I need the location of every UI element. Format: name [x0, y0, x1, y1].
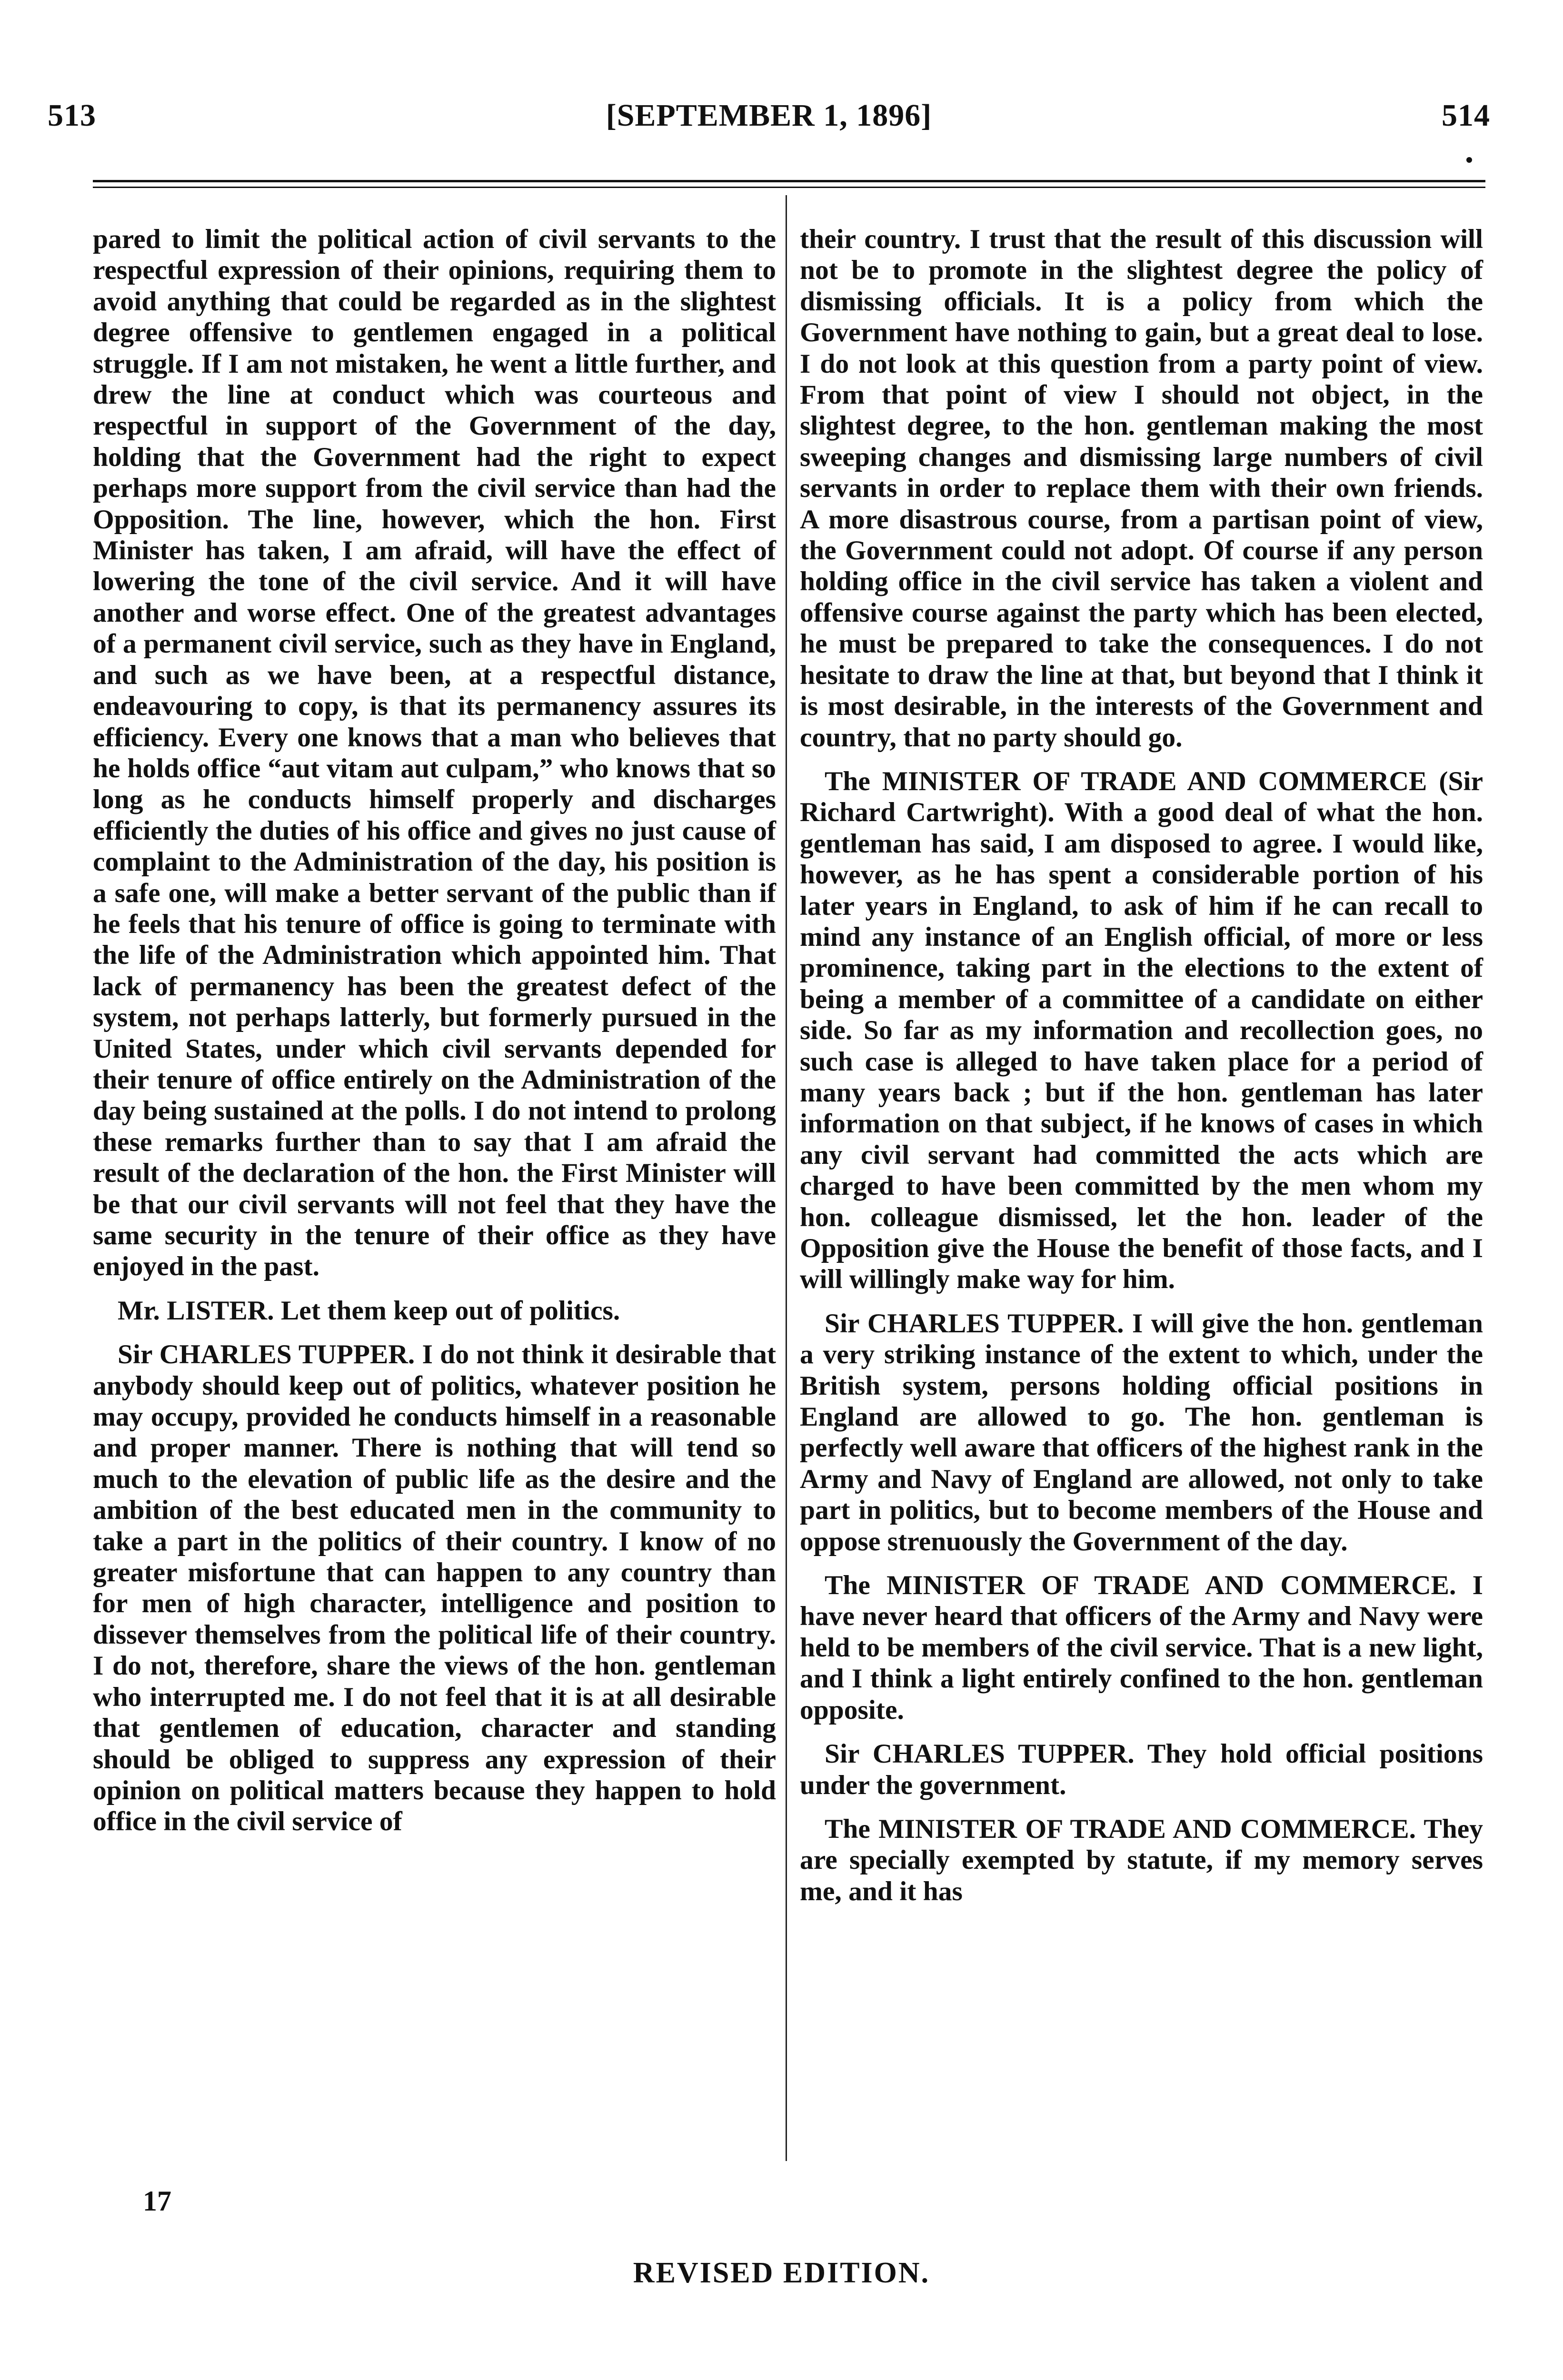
right-paragraph-2: The MINISTER OF TRADE AND COMMERCE (Sir Richard Cartwright). With a good deal of what the hon. gentleman has said, I am disposed to agree. I would like, however, as he has spent a considerable portion of his later years in England, to ask of him if he can recall to mind any instance of an English official, of more or less prominence, taking part in the elections to the extent of being a member of a committee of a candidate on either side. So far as my information and recollection goes, no such case is alleged to have taken place for a period of many years back ; but if the hon. gentleman has later information on that subject, if he knows of cases in which any civil servant had committed the acts which are charged to have been committed by the men whom my hon. colleague dismissed, let the hon. leader of the Opposition give the House the benefit of those facts, and I will willingly make way for him.: [800, 766, 1483, 1295]
edition-footer: REVISED EDITION.: [633, 2257, 930, 2289]
left-column: [93, 224, 776, 1850]
page-header: [48, 98, 1490, 140]
left-paragraph-2: Mr. LISTER. Let them keep out of politics.: [118, 1295, 620, 1326]
printer-signature-mark: 17: [143, 2185, 171, 2217]
right-page-number: 514: [1442, 98, 1490, 133]
header-rule-thick: [93, 180, 1485, 182]
header-rule-thin: [93, 187, 1485, 188]
right-paragraph-5: Sir CHARLES TUPPER. They hold official positions under the government.: [800, 1739, 1483, 1800]
left-page-number: 513: [48, 98, 96, 133]
left-paragraph-3: Sir CHARLES TUPPER. I do not think it desirable that anybody should keep out of politics, whatever position he may occupy, provided he conducts himself in a reasonable and proper manner. There is nothing that will tend so much to the elevation of public life as the desire and the ambition of the best educated men in the community to take a part in the politics of their country. I know of no greater misfortune that can happen to any country than for men of high character, intelligence and position to dissever themselves from the political life of their country. I do not, therefore, share the views of the hon. gentleman who interrupted me. I do not feel that it is at all desirable that gentlemen of education, character and standing should be obliged to suppress any expression of their opinion on political matters because they happen to hold office in the civil service of: [93, 1339, 776, 1837]
left-paragraph-1: pared to limit the political action of civil servants to the respectful expression of their opinions, requiring them to avoid anything that could be regarded as in the slightest degree offensive to gentlemen engaged in a political struggle. If I am not mistaken, he went a little further, and drew the line at conduct which was courteous and respectful in support of the Government of the day, holding that the Government had the right to expect perhaps more support from the civil service than had the Opposition. The line, however, which the hon. First Minister has taken, I am afraid, will have the effect of lowering the tone of the civil service. And it will have another and worse effect. One of the greatest advantages of a permanent civil service, such as they have in England, and such as we have been, at a respectful distance, endeavouring to copy, is that its permanency assures its efficiency. Every one knows that a man who believes that he holds office “aut vitam aut culpam,” who knows that so long as he conducts himself properly and discharges efficiently the duties of his office and gives no just cause of complaint to the Administration of the day, his position is a safe one, will make a better servant of the public than if he feels that his tenure of office is going to terminate with the life of the Administration which appointed him. That lack of permanency has been the greatest defect of the system, not perhaps latterly, but formerly pursued in the United States, under which civil servants depended for their tenure of office entirely on the Administration of the day being sustained at the polls. I do not intend to prolong these remarks further than to say that I am afraid the result of the declaration of the hon. the First Minister will be that our civil servants will not feel that they have the same security in the tenure of their office as they have enjoyed in the past.: [93, 224, 776, 1282]
header-date: [SEPTEMBER 1, 1896]: [606, 98, 932, 133]
right-column: [800, 224, 1483, 1920]
column-divider: [786, 195, 787, 2161]
right-paragraph-1: their country. I trust that the result of this discussion will not be to promote in the slightest degree the policy of dismissing officials. It is a policy from which the Government have nothing to gain, but a great deal to lose. I do not look at this question from a party point of view. From that point of view I should not object, in the slightest degree, to the hon. gentleman making the most sweeping changes and dismissing large numbers of civil servants in order to replace them with their own friends. A more disastrous course, from a partisan point of view, the Government could not adopt. Of course if any person holding office in the civil service has taken a violent and offensive course against the party which has been elected, he must be prepared to take the consequences. I do not hesitate to draw the line at that, but beyond that I think it is most desirable, in the interests of the Government and country, that no party should go.: [800, 224, 1483, 753]
right-paragraph-4: The MINISTER OF TRADE AND COMMERCE. I have never heard that officers of the Army and Navy were held to be members of the civil service. That is a new light, and I think a light entirely confined to the hon. gentleman opposite.: [800, 1570, 1483, 1725]
right-paragraph-6: The MINISTER OF TRADE AND COMMERCE. They are specially exempted by statute, if my memory serves me, and it has: [800, 1814, 1483, 1906]
right-paragraph-3: Sir CHARLES TUPPER. I will give the hon. gentleman a very striking instance of the extent to which, under the British system, persons holding official positions in England are allowed to go. The hon. gentleman is perfectly well aware that officers of the highest rank in the Army and Navy of England are allowed, not only to take part in politics, but to become members of the House and oppose strenuously the Government of the day.: [800, 1308, 1483, 1557]
header-dot: [1466, 157, 1472, 163]
